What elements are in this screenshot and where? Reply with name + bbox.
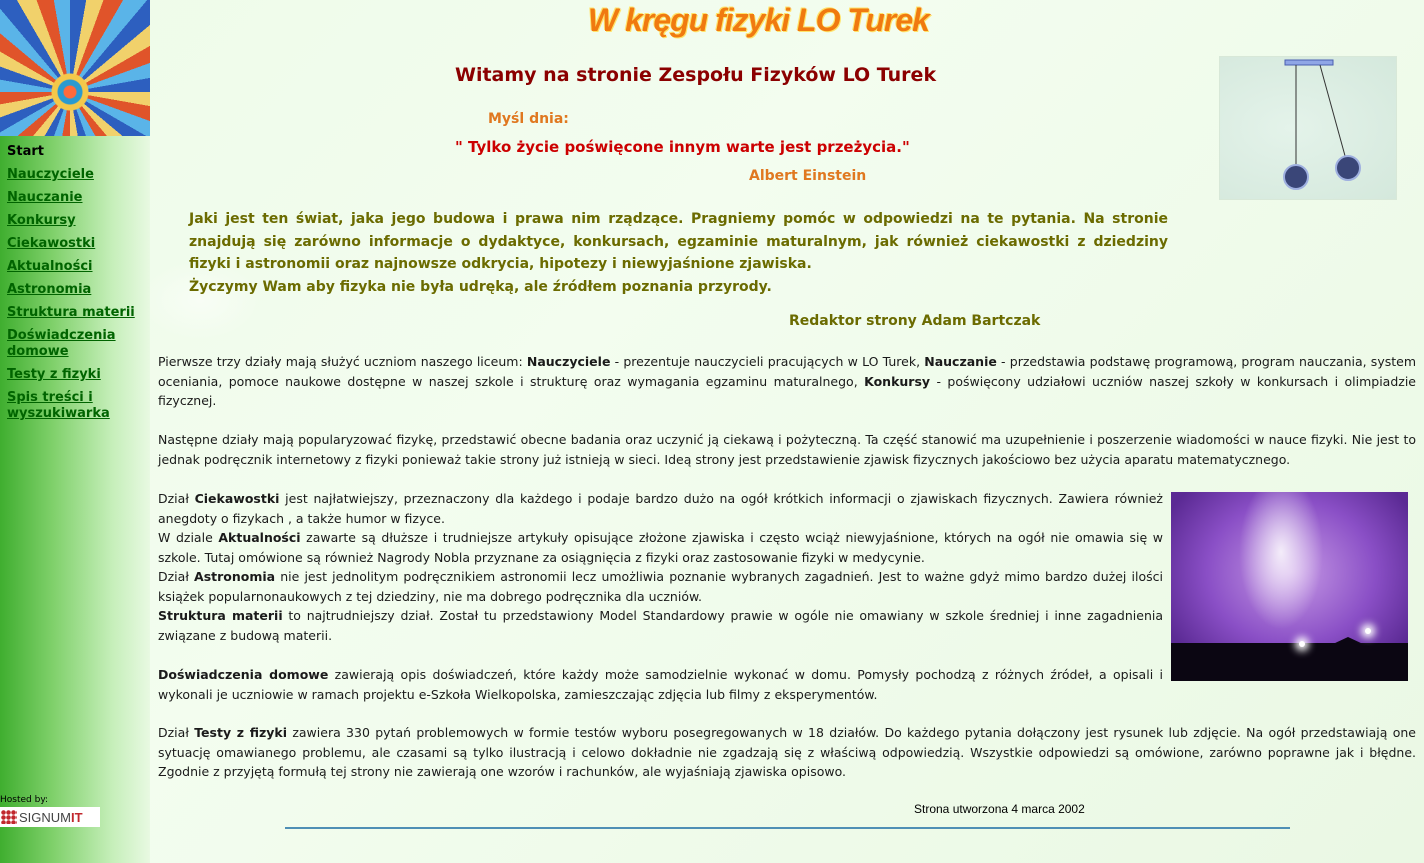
struktura-paragraph: Struktura materii to najtrudniejszy dział. Został tu przedstawiony Model Standardowy prawie w ogóle nie omawiany w szkole średniej i inne zagadnienia związane z budową materii. bbox=[158, 608, 1163, 643]
welcome-heading: Witamy na stronie Zespołu Fizyków LO Turek bbox=[455, 64, 937, 86]
astronomia-paragraph: Dział Astronomia nie jest jednolitym podręcznikiem astronomii lecz umożliwia poznanie wybranych zagadnień. Jest to ważne gdyż mimo bardzo dużej ilości książek popularnonaukowych z tej dziedziny, nie ma dobrego podręcznika dla uczniów. bbox=[158, 569, 1163, 604]
testy-paragraph: Dział Testy z fizyki zawiera 330 pytań problemowych w formie testów wyboru posegregowanych w 18 działów. Do każdego pytania dołączony jest rysunek lub zdjęcie. Na ogół przedstawiają one sytuację omawianego problemu, ale czasami są tylko ilustracją i celowo dokładnie nie zgadzają się z właściwą odpowiedzią. Wszystkie odpowiedzi są omówione, zarówno poprawne jak i błędne. Zgodnie z przyjętą formułą tej strony nie zawierają one wzorów i rachunków, ale wyjaśniają zjawiska opisowo. bbox=[158, 725, 1416, 779]
nav-struktura-materii[interactable]: Struktura materii bbox=[7, 305, 135, 320]
site-title: W kręgu fizyki LO Turek bbox=[588, 2, 929, 38]
aurora-light bbox=[1299, 641, 1305, 647]
sections-intro-paragraph: Pierwsze trzy działy mają służyć uczniom naszego liceum: Nauczyciele - prezentuje nauczycieli pracujących w LO Turek, Nauczanie - przedstawia podstawę programową, program nauczania, system oceniania, pomoce naukowe dostępne w naszej szkole i strukturę oraz wymagania egzaminu maturalnego, Konkursy - poświęcony udziałowi uczniów naszej szkoły w konkursach i olimpiadzie fizycznej. bbox=[158, 354, 1416, 408]
main-nav bbox=[7, 144, 147, 429]
nav-spis-tresci[interactable]: Spis treści i wyszukiwarka bbox=[7, 390, 110, 421]
nav-doswiadczenia-domowe[interactable]: Doświadczenia domowe bbox=[7, 328, 116, 359]
aurora-photo bbox=[1171, 492, 1408, 681]
quote-author: Albert Einstein bbox=[749, 168, 867, 184]
section-name-konkursy: Konkursy bbox=[864, 373, 931, 389]
aurora-light bbox=[1365, 628, 1371, 634]
quote-text: " Tylko życie poświęcone innym warte jest przeżycia." bbox=[455, 138, 910, 156]
popularization-paragraph: Następne działy mają popularyzować fizykę, przedstawić obecne badania oraz uczynić ją ciekawą i pożyteczną. Ta część stanowić ma uzupełnienie i poszerzenie wiadomości w nauce fizyki. Nie jest to jednak podręcznik internetowy z fizyki ponieważ takie strony już istnieją w sieci. Ideą strony jest przedstawienie zjawisk fizycznych jakościowo bez użycia aparatu matematycznego. bbox=[158, 432, 1416, 467]
intro-text bbox=[189, 208, 1168, 298]
signumit-logo-link[interactable] bbox=[0, 807, 100, 827]
section-name-nauczyciele: Nauczyciele bbox=[526, 354, 611, 369]
signum-brand-it: IT bbox=[71, 809, 83, 825]
sidebar bbox=[0, 0, 150, 863]
nav-start[interactable]: Start bbox=[7, 144, 44, 159]
signum-dots-icon bbox=[1, 810, 17, 824]
nav-astronomia[interactable]: Astronomia bbox=[7, 282, 92, 297]
nav-ciekawostki[interactable]: Ciekawostki bbox=[7, 236, 96, 251]
thought-of-day-label: Myśl dnia: bbox=[488, 111, 569, 127]
signum-brand-text: SIGNUM bbox=[19, 809, 71, 825]
created-date: Strona utworzona 4 marca 2002 bbox=[914, 802, 1085, 816]
hosted-by bbox=[0, 795, 110, 827]
doswiadczenia-paragraph: Doświadczenia domowe zawierają opis doświadczeń, które każdy może samodzielnie wykonać w domu. Pomysły pochodzą z różnych źródeł, a opisali i wykonali je uczniowie w ramach projektu e-Szkoła Wielkopolska, zamieszczając zdjęcia lub filmy z eksperymentów. bbox=[158, 667, 1163, 702]
hosted-label: Hosted by: bbox=[0, 795, 49, 805]
intro-paragraph: Jaki jest ten świat, jaka jego budowa i prawa nim rządzące. Pragniemy pomóc w odpowiedzi na te pytania. Na stronie znajdują się zarówno informacje o dydaktyce, konkursach, egzaminie maturalnym, jak również ciekawostki z dziedziny fizyki i astronomii oraz najnowsze odkrycia, hipotezy i niewyjaśnione zjawiska. bbox=[189, 211, 1168, 272]
intro-wish: Życzymy Wam aby fizyka nie była udręką, ale źródłem poznania przyrody. bbox=[189, 278, 772, 295]
ciekawostki-paragraph: Dział Ciekawostki jest najłatwiejszy, przeznaczony dla każdego i podaje bardzo dużo na ogół krótkich informacji o zjawiskach fizycznych. Zawiera również anegdoty o fizykach , a także humor w fizyce. bbox=[158, 491, 1163, 526]
nav-aktualnosci[interactable]: Aktualności bbox=[7, 259, 93, 274]
aurora-house bbox=[1318, 637, 1378, 651]
pendulum-animation-image bbox=[1219, 56, 1397, 200]
sections-description-block bbox=[158, 489, 1163, 645]
footer-divider bbox=[285, 827, 1290, 829]
nav-testy-z-fizyki[interactable]: Testy z fizyki bbox=[7, 367, 101, 382]
section-name-nauczanie: Nauczanie bbox=[924, 354, 997, 369]
editor-credit: Redaktor strony Adam Bartczak bbox=[789, 313, 1041, 329]
aktualnosci-paragraph: W dziale Aktualności zawarte są dłuższe i trudniejsze artykuły opisujące złożone zjawiska i często wciąż niewyjaśnione, których na ogół nie omawia się w szkole. Tutaj omówione są również Nagrody Nobla przyznane za osiągnięcia z fizyki oraz zastosowanie fizyki w medycynie. bbox=[158, 530, 1163, 565]
nav-nauczanie[interactable]: Nauczanie bbox=[7, 190, 83, 205]
nav-nauczyciele[interactable]: Nauczyciele bbox=[7, 167, 94, 182]
fractal-logo-image bbox=[0, 0, 150, 136]
nav-konkursy[interactable]: Konkursy bbox=[7, 213, 76, 228]
